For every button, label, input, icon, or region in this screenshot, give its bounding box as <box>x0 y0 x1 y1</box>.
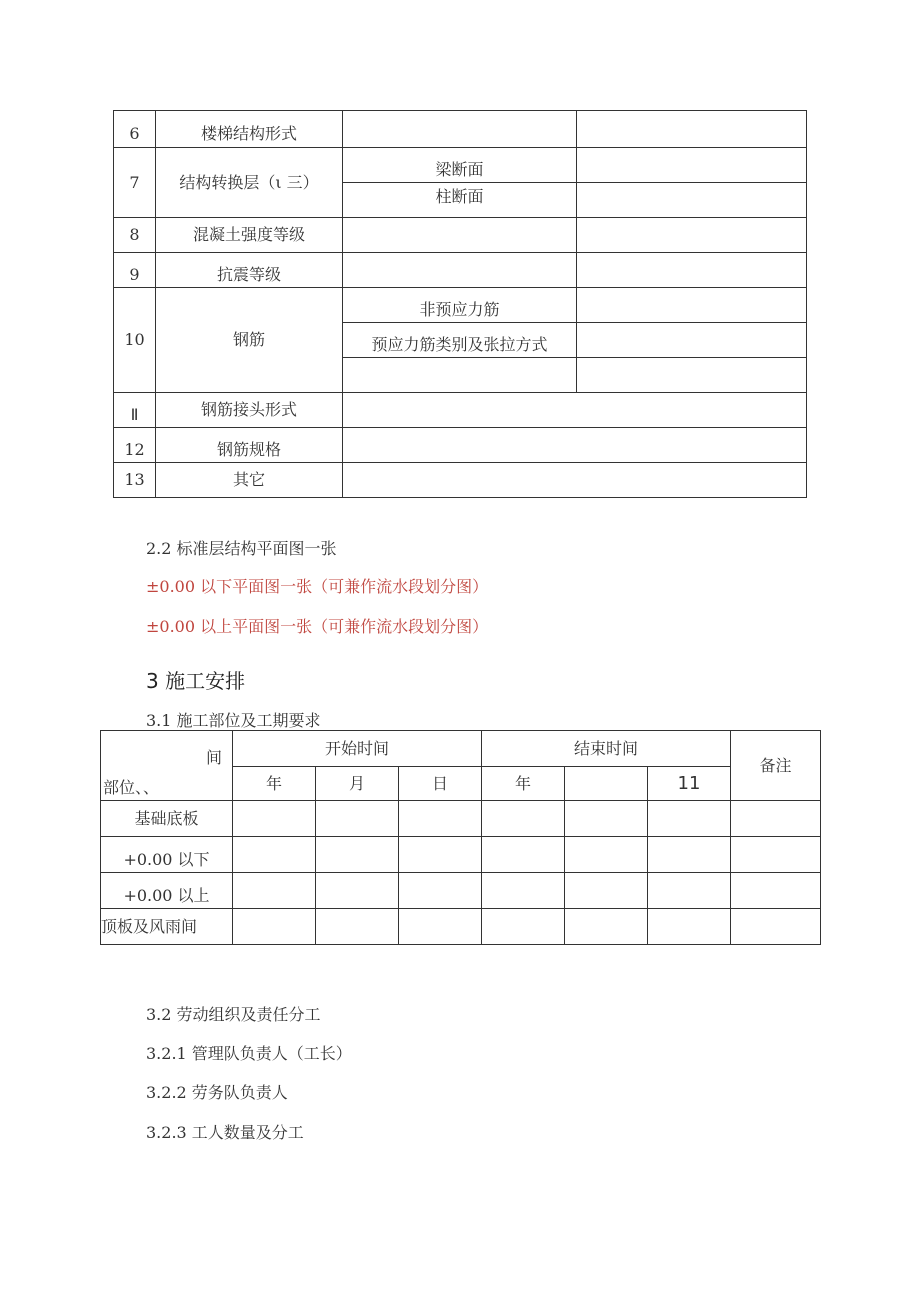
table-cell <box>482 909 565 945</box>
remark-header: 备注 <box>731 731 821 801</box>
sub-label: 柱断面 <box>343 183 577 218</box>
table-cell <box>233 909 316 945</box>
row-label: 钢筋接头形式 <box>156 393 343 428</box>
row-number: 12 <box>114 428 156 463</box>
table-cell <box>343 463 807 498</box>
table-row <box>101 837 821 873</box>
table-cell <box>343 111 577 148</box>
row-label: +0.00 以下 <box>101 837 233 873</box>
table-cell <box>316 837 399 873</box>
table-row <box>101 909 821 945</box>
table-cell <box>565 873 648 909</box>
table-cell <box>482 873 565 909</box>
table-cell <box>343 358 577 393</box>
row-label: 混凝土强度等级 <box>156 218 343 253</box>
table-cell <box>399 909 482 945</box>
table-cell <box>316 909 399 945</box>
table-cell <box>577 148 807 183</box>
row-label: 顶板及风雨间 <box>101 909 233 945</box>
table-row <box>114 253 807 288</box>
row-label: 钢筋 <box>156 288 343 393</box>
table-cell <box>577 288 807 323</box>
table-cell <box>316 801 399 837</box>
table-cell <box>577 253 807 288</box>
row-number: 8 <box>114 218 156 253</box>
row-label: 钢筋规格 <box>156 428 343 463</box>
table-cell <box>343 393 807 428</box>
end-time-header: 结束时间 <box>482 731 731 767</box>
table-cell <box>565 909 648 945</box>
schedule-table <box>100 730 821 945</box>
table-header-row <box>101 731 821 767</box>
row-number: 9 <box>114 253 156 288</box>
paragraph-above-zero: ±0.00 以上平面图一张（可兼作流水段划分图） <box>146 617 489 636</box>
table-row <box>114 218 807 253</box>
table-cell <box>482 801 565 837</box>
table-cell <box>343 428 807 463</box>
start-time-header: 开始时间 <box>233 731 482 767</box>
table-row <box>101 873 821 909</box>
table-cell <box>577 111 807 148</box>
sub-label: 非预应力筋 <box>343 288 577 323</box>
paragraph-below-zero: ±0.00 以下平面图一张（可兼作流水段划分图） <box>146 577 489 596</box>
table-cell <box>648 801 731 837</box>
table-cell <box>399 801 482 837</box>
end-day-header: 11 <box>648 767 731 801</box>
table-row <box>114 428 807 463</box>
table-cell <box>233 801 316 837</box>
paragraph-3-2: 3.2 劳动组织及责任分工 <box>146 1005 321 1024</box>
end-month-header <box>565 767 648 801</box>
table-cell <box>565 837 648 873</box>
table-cell <box>343 253 577 288</box>
table-cell <box>577 218 807 253</box>
corner-bottom-label: 部位、、 <box>103 778 160 797</box>
row-label: 其它 <box>156 463 343 498</box>
paragraph-3-2-2: 3.2.2 劳务队负责人 <box>146 1083 288 1102</box>
row-number: 7 <box>114 148 156 218</box>
table-row <box>101 801 821 837</box>
table-row <box>114 463 807 498</box>
sub-label: 预应力筋类别及张拉方式 <box>343 323 577 358</box>
table-cell <box>399 873 482 909</box>
table-cell <box>577 183 807 218</box>
table-cell <box>565 801 648 837</box>
table-cell <box>731 909 821 945</box>
row-label: 楼梯结构形式 <box>156 111 343 148</box>
table-cell <box>316 873 399 909</box>
row-number: 13 <box>114 463 156 498</box>
row-label: 结构转换层（ι 三） <box>156 148 343 218</box>
row-label: +0.00 以上 <box>101 873 233 909</box>
table-cell <box>648 837 731 873</box>
row-number: 6 <box>114 111 156 148</box>
paragraph-3-2-3: 3.2.3 工人数量及分工 <box>146 1123 304 1142</box>
corner-top-label: 间 <box>205 748 222 767</box>
paragraph-2-2: 2.2 标准层结构平面图一张 <box>146 539 337 558</box>
table-cell <box>731 873 821 909</box>
start-day-header: 日 <box>399 767 482 801</box>
paragraph-3-2-1: 3.2.1 管理队负责人（工长） <box>146 1044 352 1063</box>
table-row <box>114 393 807 428</box>
table-cell <box>648 909 731 945</box>
section-heading: 3 施工安排 <box>146 669 246 693</box>
corner-header <box>101 731 233 801</box>
structure-info-table <box>113 110 807 498</box>
row-number: 10 <box>114 288 156 393</box>
table-cell <box>233 873 316 909</box>
start-month-header: 月 <box>316 767 399 801</box>
table-cell <box>482 837 565 873</box>
table-cell <box>731 801 821 837</box>
table-cell <box>343 218 577 253</box>
table-row <box>114 148 807 183</box>
table-cell <box>233 837 316 873</box>
row-number: Ⅱ <box>114 393 156 428</box>
end-year-header: 年 <box>482 767 565 801</box>
row-label: 基础底板 <box>101 801 233 837</box>
table-row <box>114 111 807 148</box>
table-row <box>114 288 807 323</box>
start-year-header: 年 <box>233 767 316 801</box>
table-cell <box>577 323 807 358</box>
paragraph-3-1: 3.1 施工部位及工期要求 <box>146 711 321 730</box>
row-label: 抗震等级 <box>156 253 343 288</box>
table-cell <box>399 837 482 873</box>
sub-label: 梁断面 <box>343 148 577 183</box>
table-cell <box>648 873 731 909</box>
table-cell <box>577 358 807 393</box>
table-cell <box>731 837 821 873</box>
